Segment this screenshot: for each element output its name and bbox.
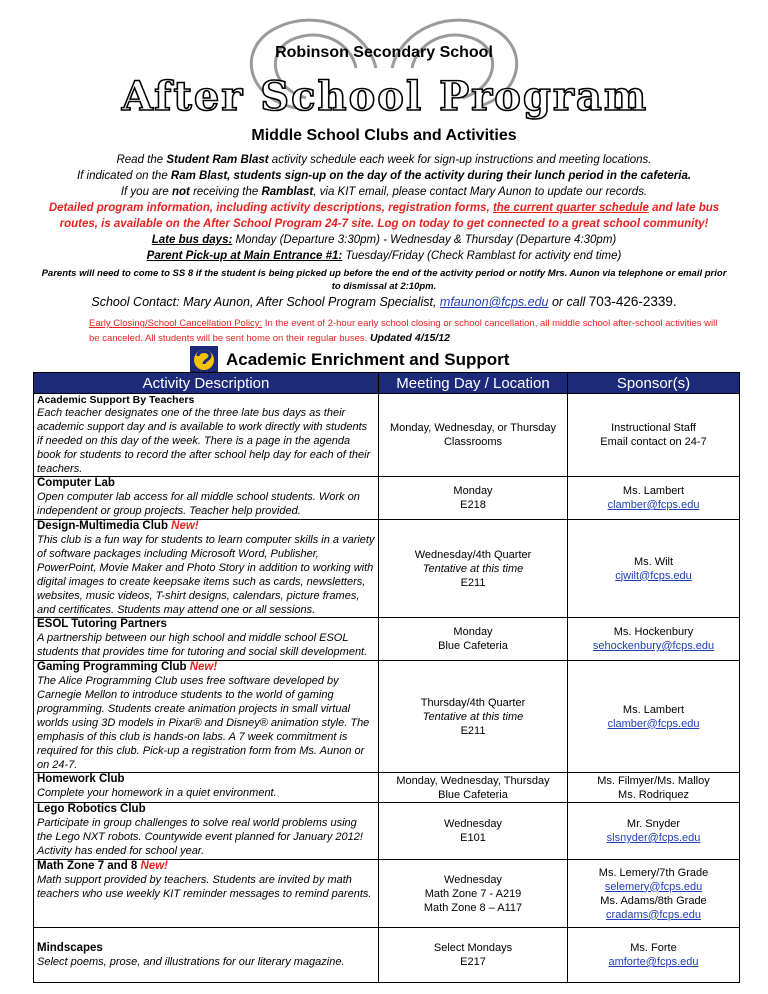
sponsor-email-link[interactable]: selemery@fcps.edu bbox=[604, 880, 703, 893]
program-info-notice: Detailed program information, including activity descriptions, registration forms, the current quarter schedule and late bus routes, is available on the After School Program 24-7 site. Log on today to get connected to a great school community! bbox=[48, 202, 720, 230]
contact-email-link[interactable]: mfaunon@fcps.edu bbox=[439, 295, 549, 309]
table-row: Gaming Programming Club New! The Alice Programming Club uses free software developed by Carnegie Mellon to introduce students to the world of gaming programming. Students create animation projects in small virtual worlds using 3D models in Pixar® and Disney® animation style. The emphasis of this club is hands-on labs. A 7 week commitment is required for this club. Pick-up a registration form from Ms. Aunon or on 24-7. Thursday/4th Quarter Tentative at this time E211 Ms. Lambert clamber@fcps.edu bbox=[34, 661, 740, 773]
sponsor-email-link[interactable]: cjwilt@fcps.edu bbox=[615, 569, 692, 582]
header-meeting: Meeting Day / Location bbox=[379, 373, 568, 394]
table-row: Mindscapes Select poems, prose, and illustrations for our literary magazine. Select Mondays E217 Ms. Forte amforte@fcps.edu bbox=[34, 928, 740, 983]
parents-notice: Parents will need to come to SS 8 if the student is being picked up before the end of the activity period or notify Mrs. Aunon via telephone or email prior to dismissal at 2:10pm. bbox=[41, 268, 727, 292]
sponsor-email-link[interactable]: amforte@fcps.edu bbox=[608, 956, 699, 968]
table-row: Computer Lab Open computer lab access for all middle school students. Work on independent or group projects. Teacher help provided. Monday E218 Ms. Lambert clamber@fcps.edu bbox=[34, 477, 740, 520]
updated-date: Updated 4/15/12 bbox=[369, 332, 450, 344]
new-badge: New! bbox=[140, 860, 168, 872]
table-row: Academic Support By Teachers Each teacher designates one of the three late bus days as their academic support day and is available to work directly with students if needed on this day of the week. There is a page in the agenda book for students to record the after school help day for each of their teachers. Monday, Wednesday, or Thursday Classrooms Instructional Staff Email contact on 24-7 bbox=[34, 394, 740, 477]
program-title: After School Program bbox=[121, 73, 649, 120]
table-row: Math Zone 7 and 8 New! Math support provided by teachers. Students are invited by math teachers who use weekly KIT reminder messages to remind parents. Wednesday Math Zone 7 - A219 Math Zone 8 – A117 Ms. Lemery/7th Grade selemery@fcps.edu Ms. Adams/8th Grade cradams@fcps.edu bbox=[34, 860, 740, 928]
closing-policy: Early Closing/School Cancellation Policy: In the event of 2-hour early school closing or school cancellation, all middle school after-school activities will be canceled. All students will be sent home on their regular buses. Updated 4/15/12 bbox=[89, 318, 718, 344]
sponsor-email-link[interactable]: sehockenbury@fcps.edu bbox=[592, 640, 715, 652]
section-title: Academic Enrichment and Support bbox=[226, 350, 510, 369]
parent-pickup: Parent Pick-up at Main Entrance #1: Tuesday/Friday (Check Ramblast for activity end time) bbox=[146, 250, 622, 262]
school-contact: School Contact: Mary Aunon, After School Program Specialist, mfaunon@fcps.edu or call 703-426-2339. bbox=[91, 294, 677, 309]
intro-block: Read the Student Ram Blast activity schedule each week for sign-up instructions and meeting locations. If indicated on the Ram Blast, students sign-up on the day of the activity during their lunch period in the cafeteria. If you are not receiving the Ramblast, via KIT email, please contact Mary Aunon to update our records. Detailed program information, including activity descriptions, registration forms, the current quarter schedule and late bus routes, is available on the After School Program 24-7 site. Log on today to get connected to a great school community! Late bus days: Monday (Departure 3:30pm) - Wednesday & Thursday (Departure 4:30pm) Parent Pick-up at Main Entrance #1: Tuesday/Friday (Check Ramblast for activity end time) bbox=[30, 152, 738, 264]
section-header bbox=[190, 346, 509, 374]
sponsor-email-link[interactable]: slsnyder@fcps.edu bbox=[606, 832, 701, 844]
page-subtitle: Middle School Clubs and Activities bbox=[251, 127, 517, 144]
program-banner bbox=[60, 72, 710, 122]
sponsor-email-link[interactable]: clamber@fcps.edu bbox=[607, 717, 700, 730]
sponsor-email-link[interactable]: cradams@fcps.edu bbox=[606, 908, 701, 921]
table-row: Homework Club Complete your homework in a quiet environment. Monday, Wednesday, Thursday Blue Cafeteria Ms. Filmyer/Ms. Malloy Ms. Rodriquez bbox=[34, 773, 740, 803]
activities-table bbox=[33, 372, 740, 983]
table-row: ESOL Tutoring Partners A partnership between our high school and middle school ESOL students that provides time for tutoring and social skill development. Monday Blue Cafeteria Ms. Hockenbury sehockenbury@fcps.edu bbox=[34, 618, 740, 661]
late-bus-days: Late bus days: Monday (Departure 3:30pm) - Wednesday & Thursday (Departure 4:30pm) bbox=[151, 234, 617, 246]
new-badge: New! bbox=[189, 661, 218, 673]
new-badge: New! bbox=[171, 520, 199, 532]
header-activity: Activity Description bbox=[34, 373, 379, 394]
ram-logo-icon bbox=[190, 346, 218, 374]
table-row: Design-Multimedia Club New! This club is a fun way for students to learn computer skills in a variety of software packages including Microsoft Word, Publisher, PowerPoint, Movie Maker and Photo Story in addition to working with digital images to create keepsake items such as cards, newsletters, websites, music videos, T-shirt designs, calendars, picture frames, and certificates. Students may attend one or all sessions. Wednesday/4th Quarter Tentative at this time E211 Ms. Wilt cjwilt@fcps.edu bbox=[34, 520, 740, 618]
header-sponsor: Sponsor(s) bbox=[568, 373, 740, 394]
sponsor-email-link[interactable]: clamber@fcps.edu bbox=[607, 499, 700, 511]
school-name: Robinson Secondary School bbox=[275, 44, 493, 61]
table-row: Lego Robotics Club Participate in group challenges to solve real world problems using the Lego NXT robots. Countywide event planned for January 2012! Activity has ended for school year. Wednesday E101 Mr. Snyder slsnyder@fcps.edu bbox=[34, 803, 740, 860]
